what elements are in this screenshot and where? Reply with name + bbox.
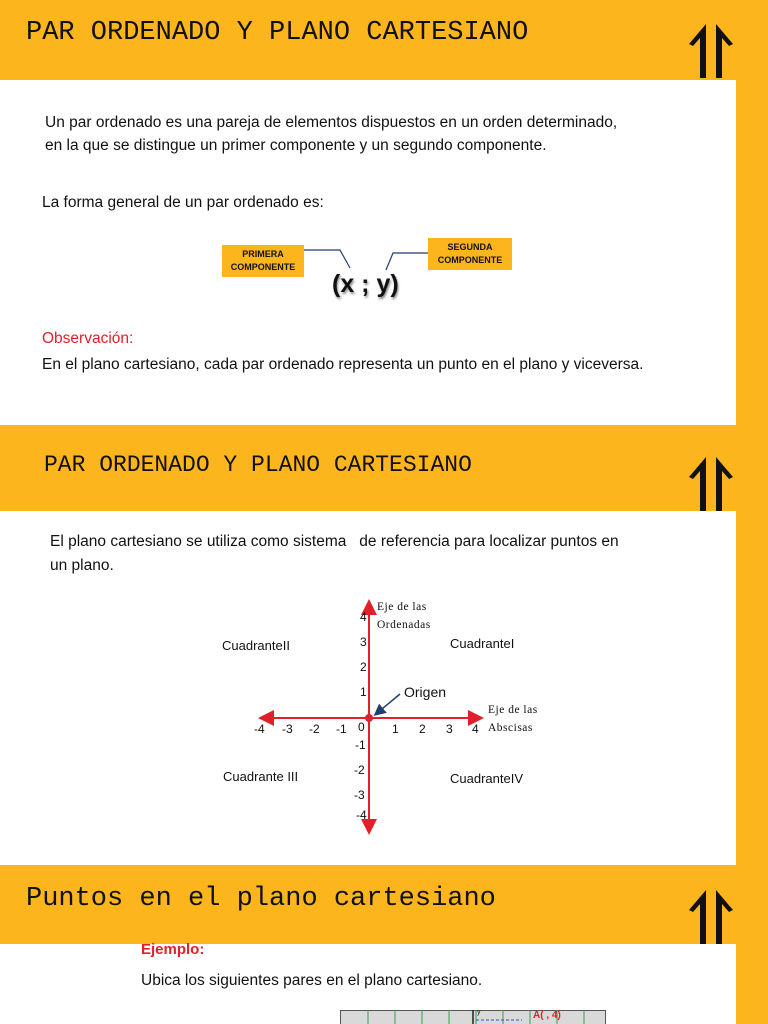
y-axis-label [377, 598, 431, 634]
second-component-line-2: COMPONENTE [437, 255, 503, 265]
x-tick-label: -3 [282, 722, 293, 736]
x-tick-label: 3 [446, 722, 453, 736]
observation-text: En el plano cartesiano, cada par ordenado representa un punto en el plano y viceversa. [42, 356, 644, 373]
double-arrow-up-icon [686, 20, 736, 80]
slide-2 [0, 433, 768, 865]
observation-title: Observación: [42, 330, 134, 347]
slide-3 [0, 866, 768, 1024]
x-tick-label: 2 [419, 722, 426, 736]
x-tick-label: -2 [309, 722, 320, 736]
y-axis-label-line-1: Eje de las [377, 601, 427, 613]
title-band [0, 866, 768, 944]
origin-label: Origen [404, 684, 447, 700]
content-panel [0, 80, 736, 425]
first-component-line-2: COMPONENTE [230, 262, 296, 272]
double-arrow-up-icon [686, 886, 736, 946]
y-tick-label: 1 [360, 685, 367, 699]
y-tick-label: 4 [360, 610, 367, 624]
y-tick-label: -1 [355, 738, 366, 752]
quadrant-1-label: CuadranteI [450, 636, 515, 651]
x-tick-label: 0 [358, 720, 365, 734]
intro-line-2: un plano. [50, 557, 114, 574]
point-a-label: A( , 4) [533, 1010, 561, 1021]
double-arrow-up-icon [686, 453, 736, 513]
grid-y-axis-letter: y [477, 1009, 481, 1016]
content-panel [0, 511, 736, 865]
intro-line-2: en la que se distingue un primer componente y un segundo componente. [45, 137, 547, 154]
slide-title: Puntos en el plano cartesiano [26, 884, 496, 914]
y-tick-label: 2 [360, 660, 367, 674]
slide-title: PAR ORDENADO Y PLANO CARTESIANO [26, 18, 529, 48]
quadrant-3-label: Cuadrante III [223, 769, 299, 784]
content-panel [0, 941, 736, 1024]
slide-title: PAR ORDENADO Y PLANO CARTESIANO [44, 452, 472, 478]
first-component-line-1: PRIMERA [242, 249, 284, 259]
x-tick-label: -4 [254, 722, 265, 736]
intro-line-1: El plano cartesiano se utiliza como sistema de referencia para localizar puntos en [50, 533, 619, 550]
x-tick-label: -1 [336, 722, 347, 736]
cartesian-plane [0, 511, 736, 865]
quadrant-2-label: CuadranteII [222, 638, 290, 653]
x-axis-label-line-1: Eje de las [488, 704, 538, 716]
title-band [0, 0, 768, 80]
example-grid [340, 1010, 606, 1024]
y-axis-label-line-2: Ordenadas [377, 619, 431, 631]
intro-line-1: Un par ordenado es una pareja de elementos dispuestos en un orden determinado, [45, 114, 618, 131]
general-form-text: La forma general de un par ordenado es: [42, 194, 324, 211]
y-tick-label: 3 [360, 635, 367, 649]
x-axis-label-line-2: Abscisas [488, 722, 533, 734]
pair-expression: (x ; y) [332, 270, 399, 298]
origin-arrow [376, 694, 400, 714]
x-axis-label [488, 701, 538, 737]
quadrant-4-label: CuadranteIV [450, 771, 523, 786]
example-label: Ejemplo: [141, 941, 205, 958]
x-tick-label: 1 [392, 722, 399, 736]
x-tick-label: 4 [472, 722, 479, 736]
title-band [0, 433, 768, 511]
y-tick-label: -2 [354, 763, 365, 777]
y-tick-label: -3 [354, 788, 365, 802]
instruction-text: Ubica los siguientes pares en el plano cartesiano. [141, 972, 483, 989]
y-tick-label: -4 [356, 808, 367, 822]
origin-point [365, 714, 373, 722]
second-component-line-1: SEGUNDA [447, 242, 493, 252]
slide-1 [0, 0, 768, 425]
